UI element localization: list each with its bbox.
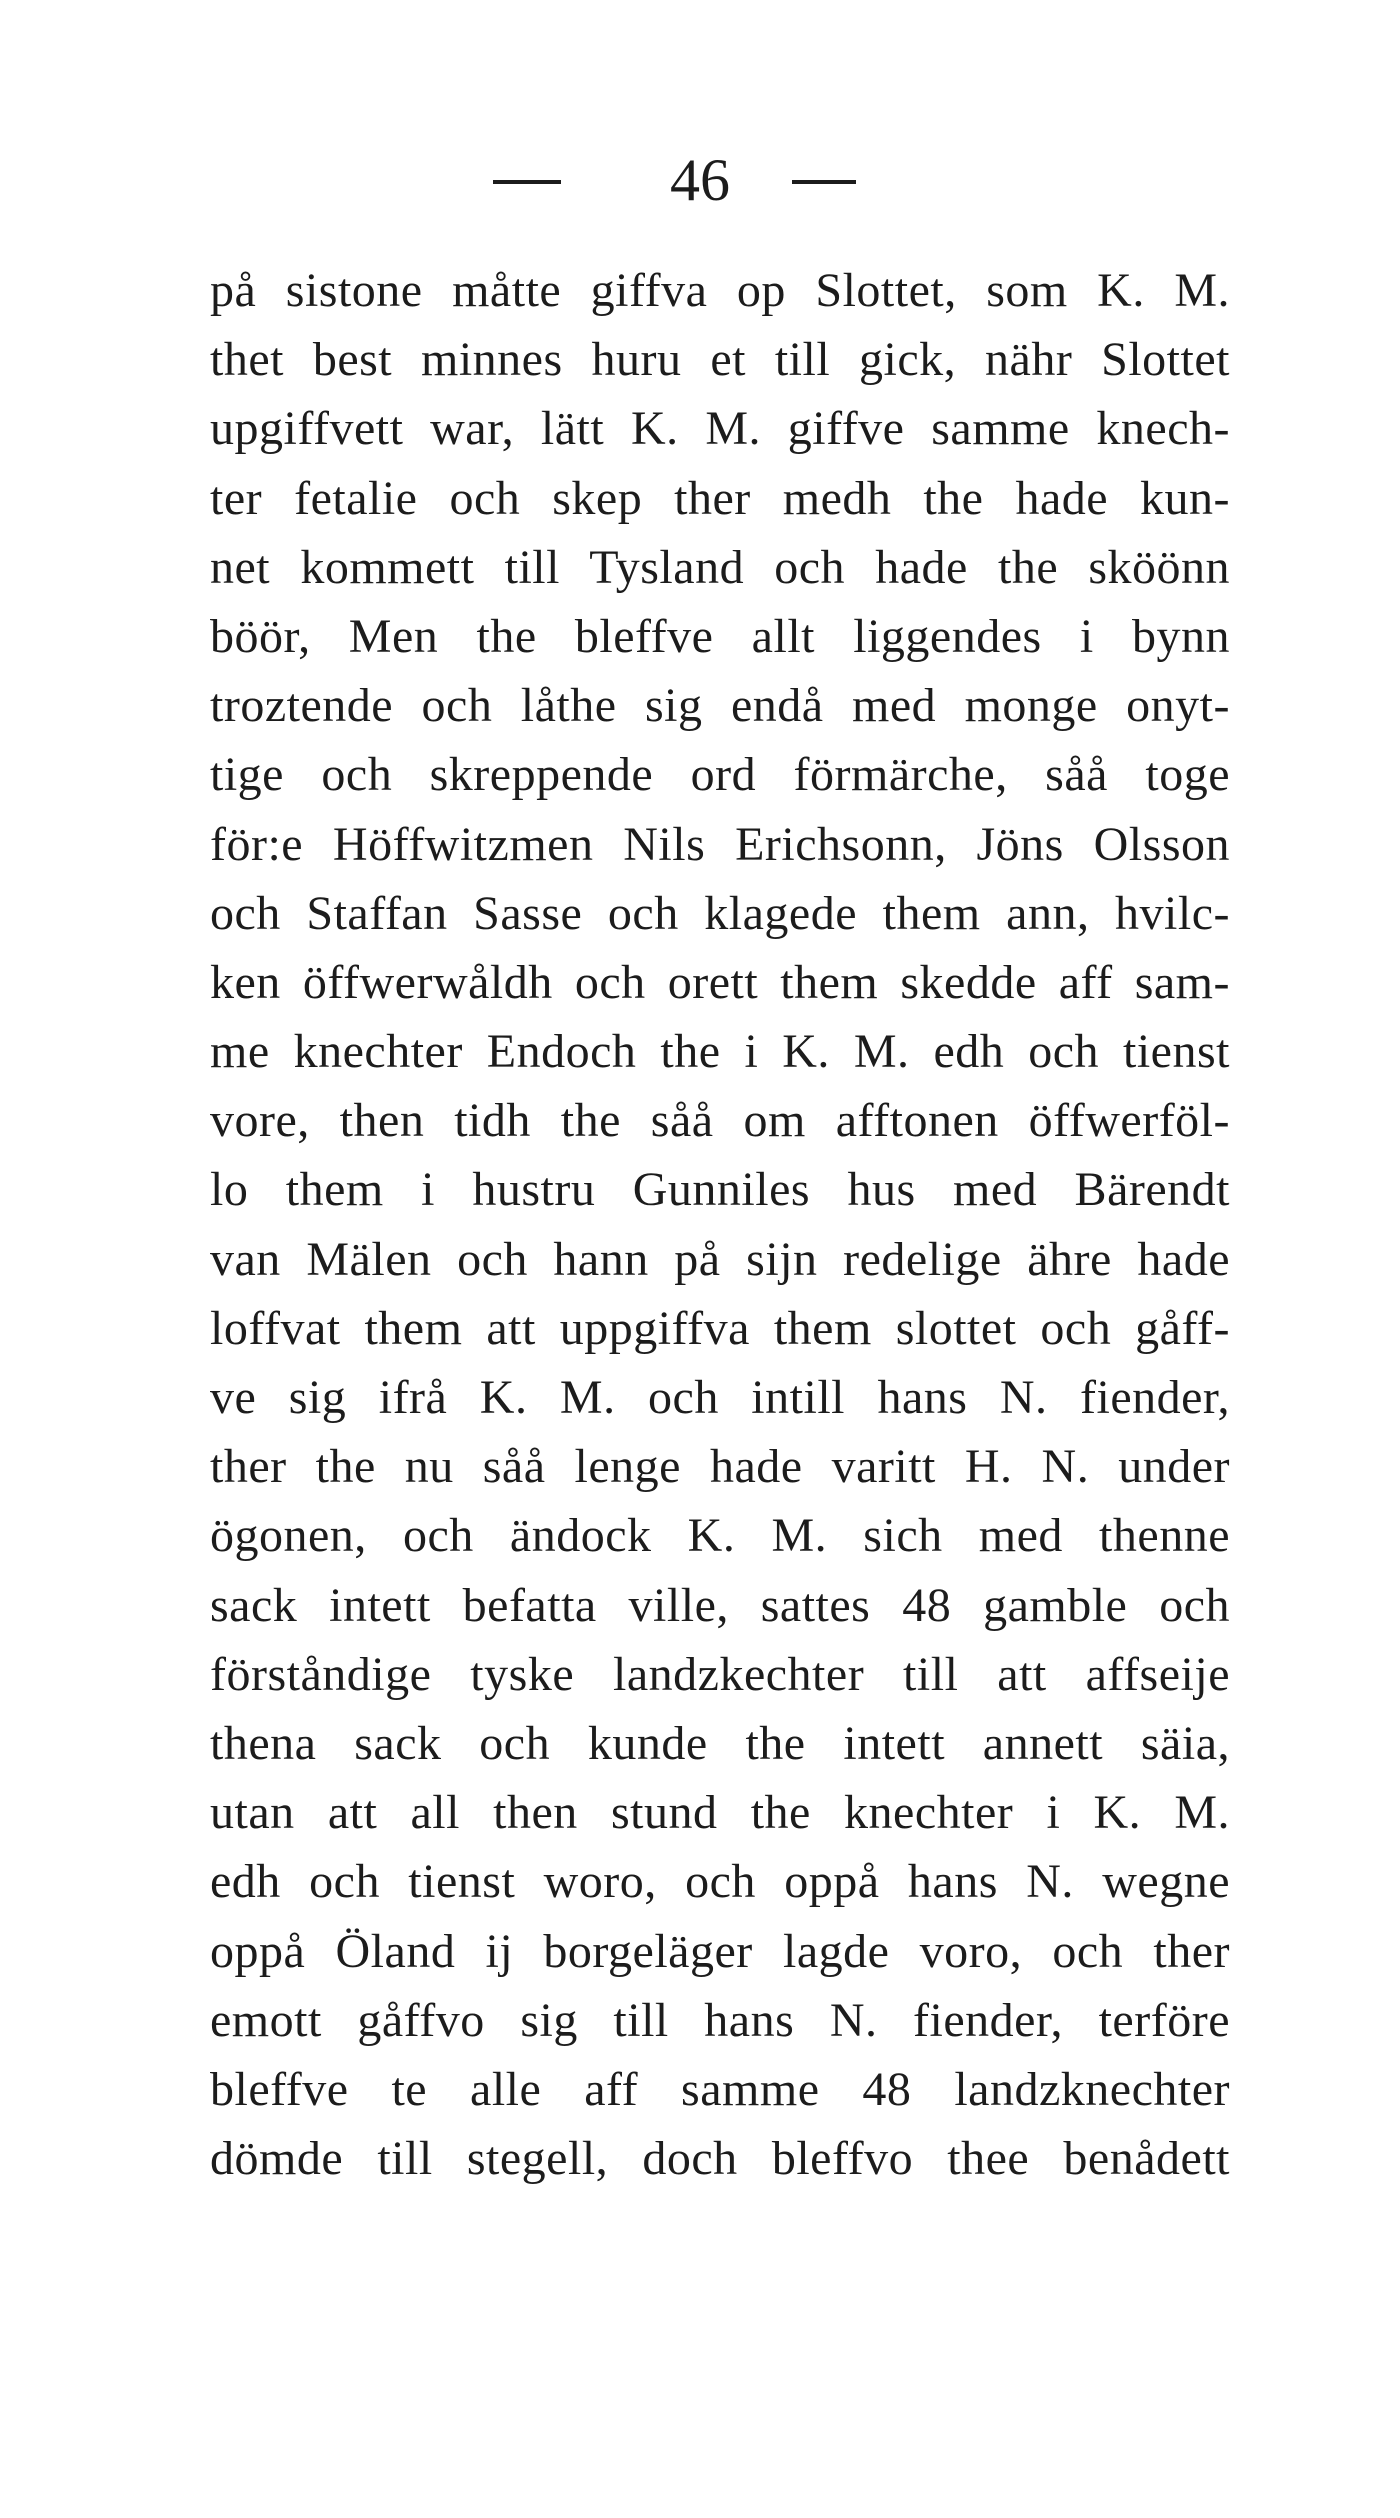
text-line: oppå Öland ij borgeläger lagde voro, och ther — [210, 1924, 1230, 1978]
text-line: lo them i hustru Gunniles hus med Bärendt — [210, 1163, 1230, 1217]
text-line: ve sig ifrå K. M. och intill hans N. fiender, — [210, 1371, 1230, 1424]
text-line: van Mälen och hann på sijn redelige ähre hade — [210, 1232, 1230, 1286]
text-line: net kommett till Tysland och hade the sköönn — [210, 540, 1230, 594]
page-number: 46 — [670, 147, 730, 213]
text-line: emott gåffvo sig till hans N. fiender, terföre — [210, 1993, 1230, 2047]
text-body — [210, 256, 1230, 2193]
text-line: thena sack och kunde the intett annett säia, — [210, 1716, 1230, 1770]
text-line: utan att all then stund the knechter i K. M. — [210, 1786, 1230, 1840]
text-line: troztende och låthe sig endå med monge onyt- — [210, 679, 1230, 733]
text-line: för:e Höffwitzmen Nils Erichsonn, Jöns Olsson — [210, 817, 1230, 871]
text-line: böör, Men the bleffve allt liggendes i bynn — [210, 609, 1230, 663]
text-line: me knechter Endoch the i K. M. edh och tienst — [210, 1025, 1230, 1079]
text-line: bleffve te alle aff samme 48 landzknechter — [210, 2062, 1230, 2116]
text-line: upgiffvett war, lätt K. M. giffve samme knech- — [210, 402, 1230, 456]
text-line: ter fetalie och skep ther medh the hade kun- — [210, 471, 1230, 525]
text-line: tige och skreppende ord förmärche, såå toge — [210, 748, 1230, 802]
text-line: dömde till stegell, doch bleffvo thee benådett — [210, 2132, 1230, 2186]
text-line: ther the nu såå lenge hade varitt H. N. under — [210, 1440, 1230, 1494]
text-line: på sistone måtte giffva op Slottet, som K. M. — [210, 264, 1230, 317]
text-line: loffvat them att uppgiffva them slottet och gåff- — [210, 1301, 1230, 1355]
text-line: ögonen, och ändock K. M. sich med thenne — [210, 1509, 1230, 1563]
text-line: förståndige tyske landzkechter till att affseije — [210, 1647, 1230, 1701]
text-line: ken öffwerwåldh och orett them skedde aff sam- — [210, 955, 1230, 1009]
header-dash-right — [792, 180, 856, 184]
page-header — [0, 140, 1400, 220]
text-line: thet best minnes huru et till gick, nähr Slottet — [210, 333, 1230, 387]
text-line: sack intett befatta ville, sattes 48 gamble och — [210, 1578, 1230, 1632]
text-line: och Staffan Sasse och klagede them ann, hvilc- — [210, 886, 1230, 940]
text-line: vore, then tidh the såå om afftonen öffwerföl- — [210, 1094, 1230, 1148]
text-line: edh och tienst woro, och oppå hans N. wegne — [210, 1855, 1230, 1909]
